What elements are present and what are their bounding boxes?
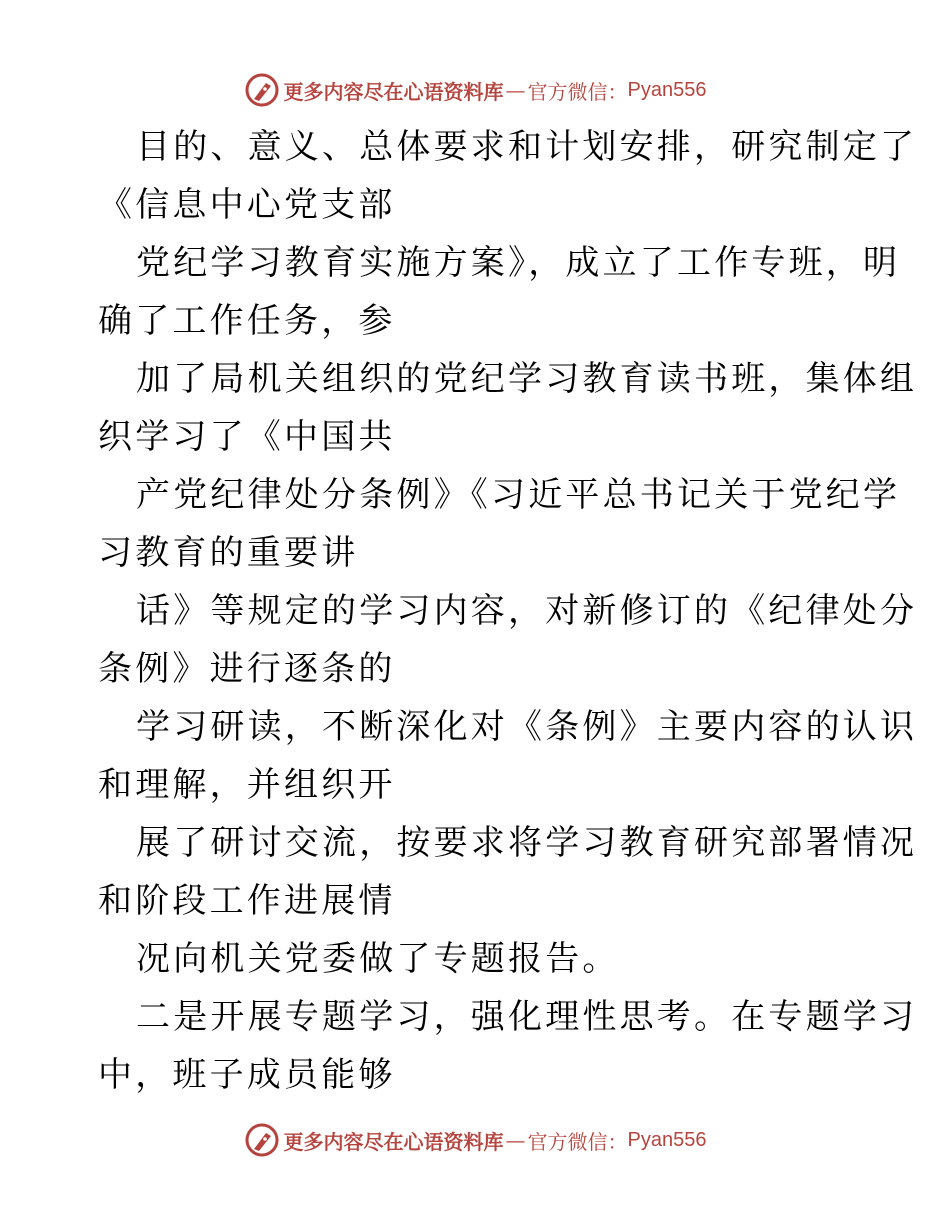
- footer-dash: —: [505, 1128, 526, 1152]
- text-line: 话》等规定的学习内容，对新修订的《纪律处分: [136, 591, 918, 631]
- pen-nib-logo-icon: [244, 72, 280, 108]
- text-line: 条例》进行逐条的: [98, 649, 396, 689]
- text-line: 目的、意义、总体要求和计划安排，研究制定了: [136, 127, 918, 167]
- text-line: 展了研讨交流，按要求将学习教育研究部署情况: [136, 823, 918, 863]
- pen-nib-logo-icon: [244, 1122, 280, 1158]
- text-line: 和理解，并组织开: [98, 765, 396, 805]
- header-wechat-id: Pyan556: [627, 78, 707, 101]
- header-banner: [0, 70, 950, 110]
- text-line: 加了局机关组织的党纪学习教育读书班，集体组: [136, 359, 918, 399]
- footer-site-text: 更多内容尽在心语资料库: [283, 1129, 504, 1154]
- header-dash: —: [505, 78, 526, 102]
- header-wechat-label: 官方微信：: [527, 79, 628, 104]
- document-body: [98, 118, 918, 1104]
- text-line: 党纪学习教育实施方案》，成立了工作专班，明: [136, 243, 901, 283]
- text-line: 《信息中心党支部: [98, 185, 396, 225]
- text-line: 产党纪律处分条例》《习近平总书记关于党纪学: [136, 475, 901, 515]
- header-site-text: 更多内容尽在心语资料库: [283, 79, 504, 104]
- text-line: 习教育的重要讲: [98, 533, 359, 573]
- footer-banner: [0, 1120, 950, 1160]
- footer-wechat-label: 官方微信：: [527, 1129, 628, 1154]
- text-line: 和阶段工作进展情: [98, 881, 396, 921]
- text-line: 织学习了《中国共: [98, 417, 396, 457]
- footer-wechat-id: Pyan556: [627, 1128, 707, 1151]
- text-line: 中，班子成员能够: [98, 1055, 396, 1095]
- text-line: 二是开展专题学习，强化理性思考。在专题学习: [136, 997, 918, 1037]
- text-line: 况向机关党委做了专题报告。: [136, 939, 620, 979]
- text-line: 确了工作任务，参: [98, 301, 396, 341]
- text-line: 学习研读，不断深化对《条例》主要内容的认识: [136, 707, 918, 747]
